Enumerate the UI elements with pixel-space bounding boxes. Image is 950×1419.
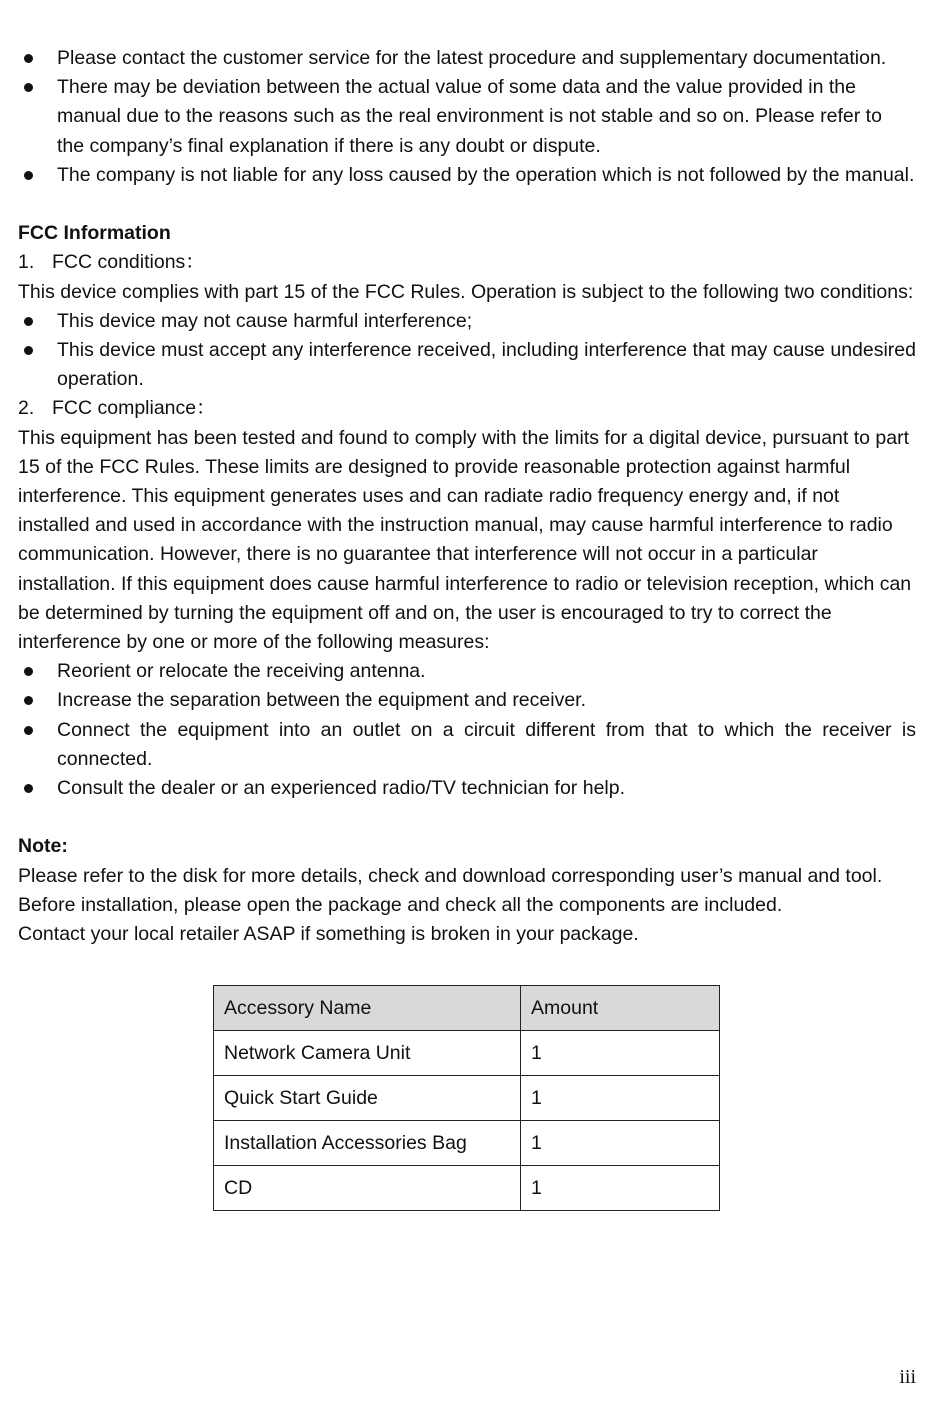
note-heading: Note: — [18, 835, 68, 858]
fcc-conditions-bullet-list — [18, 307, 922, 395]
fcc-compliance-number: 2. — [18, 397, 35, 420]
table-header-row — [214, 986, 720, 1031]
accessory-table-wrapper — [213, 985, 720, 1211]
fcc-conditions-label: FCC conditions： — [52, 251, 205, 274]
table-cell-amount: 1 — [521, 1166, 720, 1211]
table-row — [214, 1166, 720, 1211]
list-item: This device may not cause harmful interference; — [18, 307, 922, 336]
fcc-conditions-text: This device complies with part 15 of the FCC Rules. Operation is subject to the following two conditions: — [18, 280, 914, 303]
table-row — [214, 1121, 720, 1166]
accessory-table — [213, 985, 720, 1211]
table-cell-name: Installation Accessories Bag — [214, 1121, 521, 1166]
note-line: Contact your local retailer ASAP if something is broken in your package. — [18, 923, 639, 946]
document-page — [18, 44, 922, 949]
fcc-conditions-number: 1. — [18, 251, 35, 274]
list-item: Connect the equipment into an outlet on a circuit different from that to which the receiver is connected. — [18, 716, 922, 774]
table-row — [214, 1076, 720, 1121]
note-line: Before installation, please open the package and check all the components are included. — [18, 893, 783, 916]
fcc-compliance-bullet-list — [18, 657, 922, 803]
table-cell-name: Network Camera Unit — [214, 1031, 521, 1076]
fcc-heading: FCC Information — [18, 222, 171, 245]
intro-bullet-list — [18, 44, 922, 190]
column-header-amount: Amount — [521, 986, 720, 1031]
list-item: Consult the dealer or an experienced radio/TV technician for help. — [18, 774, 922, 803]
fcc-compliance-text: This equipment has been tested and found to comply with the limits for a digital device, pursuant to part 15 of the FCC Rules. These limits are designed to provide reasonable protection against harmful interference. This equipment generates uses and can radiate radio frequency energy and, if not installed and used in accordance with the instruction manual, may cause harmful interference to radio communication. However, there is no guarantee that interference will not occur in a particular installation. If this equipment does cause harmful interference to radio or television reception, which can be determined by turning the equipment off and on, the user is encouraged to try to correct the interference by one or more of the following measures: — [18, 426, 912, 654]
table-cell-amount: 1 — [521, 1076, 720, 1121]
table-row — [214, 1031, 720, 1076]
fcc-compliance-title — [18, 394, 922, 423]
list-item: There may be deviation between the actual value of some data and the value provided in the manual due to the reasons such as the real environment is not stable and so on. Please refer to the company’s final explanation if there is any doubt or dispute. — [18, 73, 922, 161]
list-item: Reorient or relocate the receiving antenna. — [18, 657, 922, 686]
table-cell-name: Quick Start Guide — [214, 1076, 521, 1121]
table-cell-name: CD — [214, 1166, 521, 1211]
table-cell-amount: 1 — [521, 1121, 720, 1166]
column-header-accessory-name: Accessory Name — [214, 986, 521, 1031]
table-cell-amount: 1 — [521, 1031, 720, 1076]
fcc-conditions-title — [18, 248, 922, 277]
list-item: The company is not liable for any loss caused by the operation which is not followed by the manual. — [18, 161, 922, 190]
list-item: Please contact the customer service for the latest procedure and supplementary documentation. — [18, 44, 922, 73]
list-item: This device must accept any interference received, including interference that may cause undesired operation. — [18, 336, 922, 394]
page-number: iii — [899, 1366, 916, 1388]
note-line: Please refer to the disk for more details, check and download corresponding user’s manual and tool. — [18, 864, 883, 887]
fcc-compliance-label: FCC compliance： — [52, 397, 216, 420]
list-item: Increase the separation between the equipment and receiver. — [18, 686, 922, 715]
